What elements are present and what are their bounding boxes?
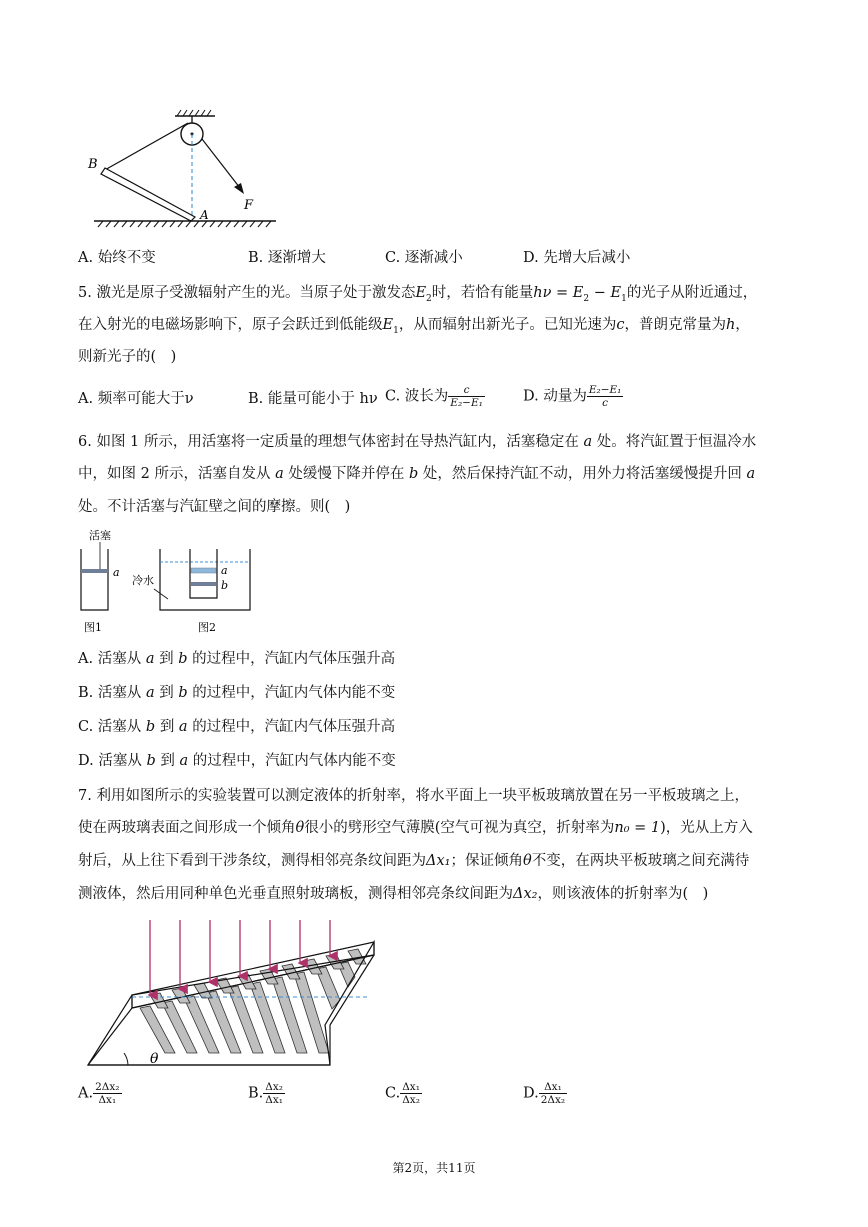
q4-option-c: C. 逐渐减小	[385, 250, 463, 266]
q7-line-1: 7. 利用如图所示的实验装置可以测定液体的折射率，将水平面上一块平板玻璃放置在另一平板玻璃之上，	[78, 788, 749, 804]
q7-option-b: B. $\frac{\text{Δx₂}}{\text{Δx₁}}$	[248, 1081, 283, 1106]
q7-option-a: A. $\frac{\text{2Δx₂}}{\text{Δx₁}}$	[78, 1081, 120, 1106]
q7-line-3: 射后，从上往下看到干涉条纹，测得相邻亮条纹间距为Δx₁；保证倾角θ不变，在两块平板玻璃之间充满待	[78, 853, 750, 869]
q4-option-b: B. 逐渐增大	[248, 250, 326, 266]
pulley-rod-figure	[80, 108, 280, 230]
q5-line-3: 则新光子的( )	[78, 349, 177, 365]
piston-label: 活塞	[89, 529, 111, 542]
page-footer: 第2页，共11页	[392, 1161, 476, 1175]
q7-line-4: 测液体，然后用同种单色光垂直照射玻璃板，测得相邻亮条纹间距为Δx₂，则该液体的折射率为( )	[78, 886, 709, 902]
q6-option-a: A. 活塞从 a 到 b 的过程中，汽缸内气体压强升高	[78, 651, 396, 667]
q6-option-b: B. 活塞从 a 到 b 的过程中，汽缸内气体内能不变	[78, 685, 396, 701]
fig1-a: a	[113, 566, 120, 579]
wedge-figure	[80, 915, 380, 1070]
label-B: B	[88, 157, 98, 172]
q6-line-1: 6. 如图 1 所示，用活塞将一定质量的理想气体密封在导热汽缸内，活塞稳定在 a 处。将汽缸置于恒温冷水	[78, 434, 757, 450]
fig1-caption: 图1	[84, 621, 102, 634]
q5-option-b: B. 能量可能小于 hν	[248, 391, 378, 407]
q4-option-d: D. 先增大后减小	[523, 250, 631, 266]
fig2-a: a	[221, 564, 228, 577]
theta-label: θ	[150, 1051, 159, 1067]
q5-line-2: 在入射光的电磁场影响下，原子会跃迁到低能级$E_1$，从而辐射出新光子。已知光速为c，普朗克常量为h，	[78, 317, 750, 336]
q6-option-c: C. 活塞从 b 到 a 的过程中，汽缸内气体压强升高	[78, 719, 396, 735]
q5-option-c: C. 波长为 $\frac{c}{\text{E₂−E₁}}$	[385, 384, 483, 409]
label-F: F	[244, 198, 254, 213]
q4-option-a: A. 始终不变	[78, 250, 156, 266]
q6-line-2: 中，如图 2 所示，活塞自发从 a 处缓慢下降并停在 b 处，然后保持汽缸不动，用外力将活塞缓慢提升回 a	[78, 466, 756, 482]
fig2-caption: 图2	[198, 621, 216, 634]
water-label: 冷水	[132, 574, 154, 587]
label-A: A	[200, 208, 209, 222]
q5-line-1: 5. 激光是原子受激辐射产生的光。当原子处于激发态$E_2$时，若恰有能量$h\nu = E_2 - E_1$的光子从附近通过，	[78, 285, 758, 304]
q6-line-3: 处。不计活塞与汽缸壁之间的摩擦。则( )	[78, 499, 351, 515]
q7-option-d: D. $\frac{\text{Δx₁}}{\text{2Δx₂}}$	[523, 1081, 566, 1106]
cylinder-figure	[78, 527, 258, 637]
fig2-b: b	[221, 579, 229, 592]
q6-option-d: D. 活塞从 b 到 a 的过程中，汽缸内气体内能不变	[78, 753, 396, 769]
q7-option-c: C. $\frac{\text{Δx₁}}{\text{Δx₂}}$	[385, 1081, 420, 1106]
q7-line-2: 使在两玻璃表面之间形成一个倾角θ很小的劈形空气薄膜(空气可视为真空，折射率为n₀ = 1)，光从上方入	[78, 820, 753, 836]
q5-option-d: D. 动量为 $\frac{\text{E₂−E₁}}{c}$	[523, 384, 622, 409]
q5-option-a: A. 频率可能大于ν	[78, 391, 194, 407]
